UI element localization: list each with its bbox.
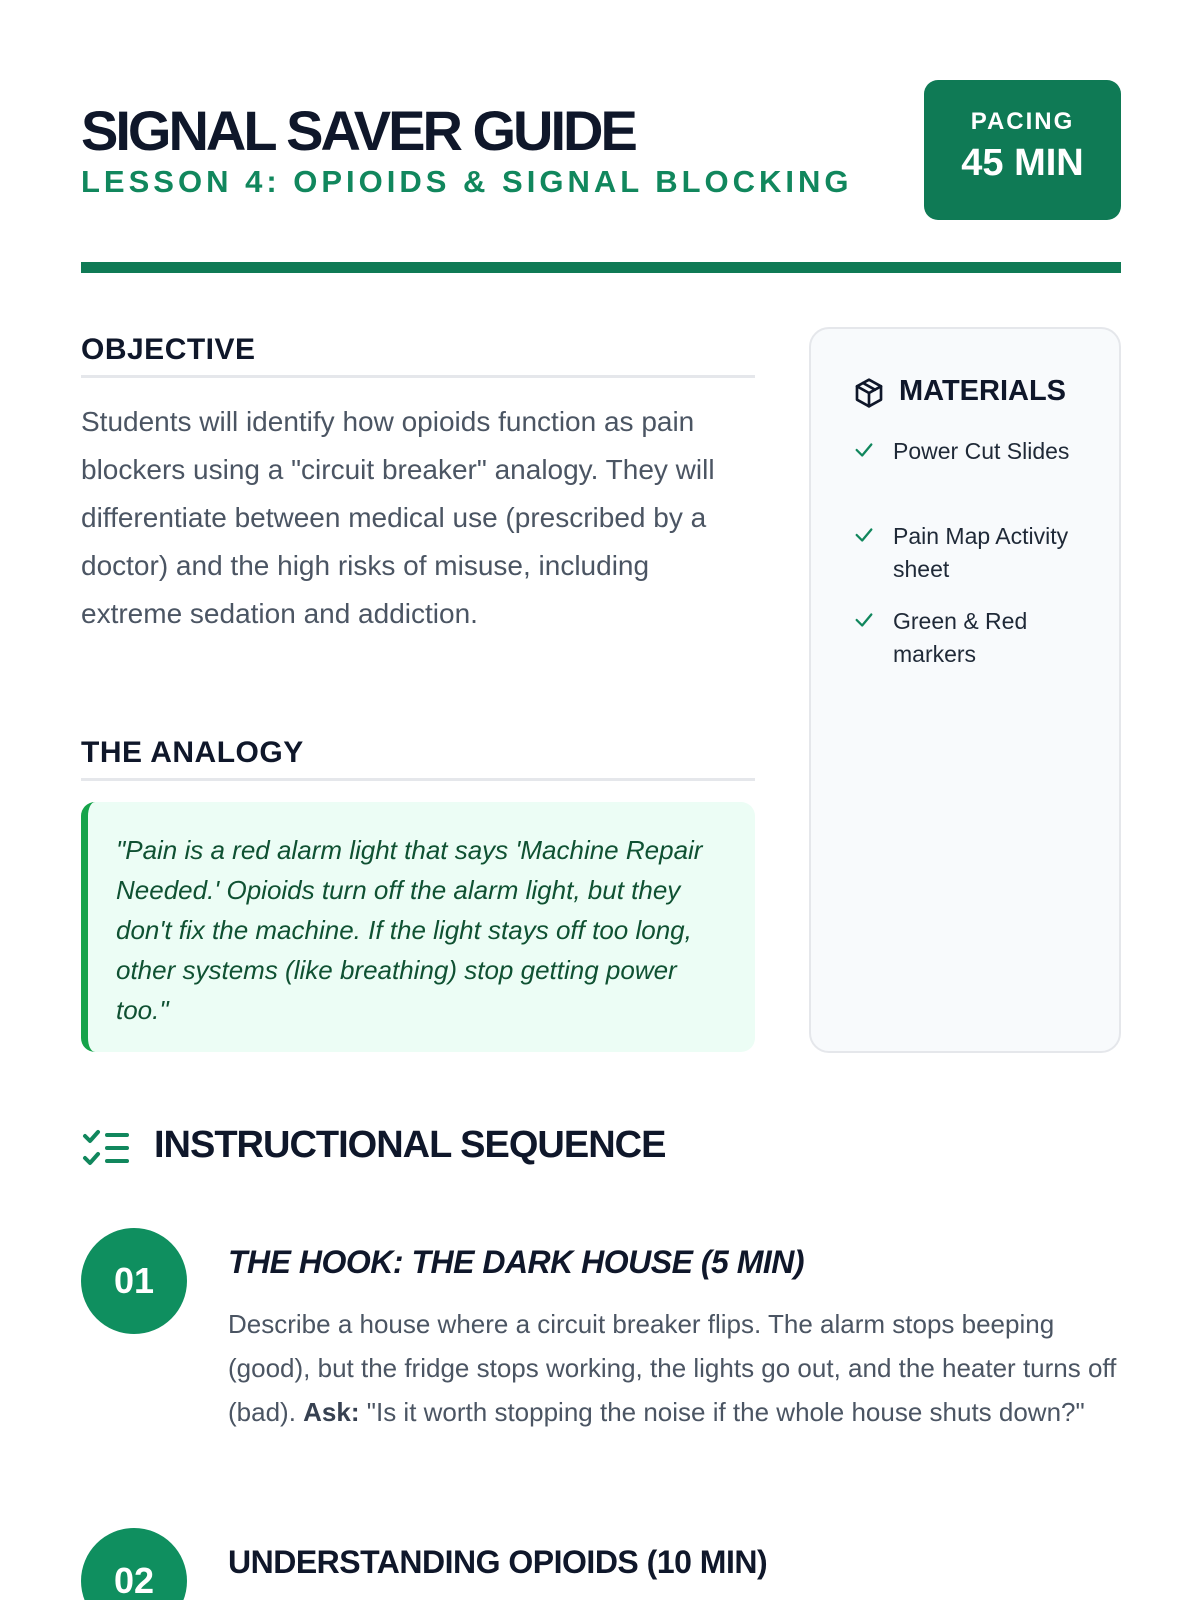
step-text-after: "Is it worth stopping the noise if the whole house shuts down?": [359, 1397, 1085, 1427]
materials-item-label: Pain Map Activity sheet: [893, 523, 1069, 582]
step-number-badge: 02: [81, 1528, 187, 1600]
analogy-heading: THE ANALOGY: [81, 736, 755, 781]
sequence-heading: INSTRUCTIONAL SEQUENCE: [154, 1124, 666, 1166]
check-icon: [853, 609, 875, 631]
analogy-quote: "Pain is a red alarm light that says 'Machine Repair Needed.' Opioids turn off the alarm light, but they don't fix the machine. If the light stays off too long, other systems (like breathing) stop getting power too.": [116, 835, 703, 1025]
check-icon: [853, 439, 875, 461]
pacing-value: 45 MIN: [961, 142, 1084, 184]
objective-text: Students will identify how opioids function as pain blockers using a "circuit breaker" analogy. They will differentiate between medical use (prescribed by a doctor) and the high risks of misuse, including extreme sedation and addiction.: [81, 406, 715, 629]
materials-item: [853, 520, 1103, 586]
objective-heading: OBJECTIVE: [81, 333, 755, 378]
materials-heading: MATERIALS: [899, 375, 1067, 407]
step-title: THE HOOK: THE DARK HOUSE (5 MIN): [228, 1244, 804, 1280]
check-icon: [853, 524, 875, 546]
header: [81, 80, 1121, 220]
materials-card: [809, 327, 1121, 1053]
analogy-quote-box: [81, 802, 755, 1052]
page-title: SIGNAL SAVER GUIDE: [81, 99, 635, 162]
header-divider: [81, 262, 1121, 273]
step-number-badge: 01: [81, 1228, 187, 1334]
pacing-badge: [924, 80, 1121, 220]
lesson-page: [81, 0, 1121, 1600]
materials-item: [853, 435, 1103, 468]
package-icon: [853, 377, 885, 409]
step-text-before: Describe a house where a circuit breaker flips. The alarm stops beeping (good), but the fridge stops working, the lights go out, and the heater turns off (bad).: [228, 1309, 1117, 1427]
materials-heading-row: [853, 375, 1066, 408]
checklist-icon: [81, 1128, 131, 1170]
lesson-subtitle: LESSON 4: OPIOIDS & SIGNAL BLOCKING: [81, 164, 853, 199]
ask-label: Ask:: [303, 1397, 360, 1427]
materials-item-label: Green & Red markers: [893, 608, 1028, 667]
step-description: [228, 1302, 1121, 1434]
step-title: UNDERSTANDING OPIOIDS (10 MIN): [228, 1544, 768, 1580]
pacing-label: PACING: [970, 108, 1075, 135]
materials-item-label: Power Cut Slides: [893, 438, 1070, 464]
materials-item: [853, 605, 1103, 671]
